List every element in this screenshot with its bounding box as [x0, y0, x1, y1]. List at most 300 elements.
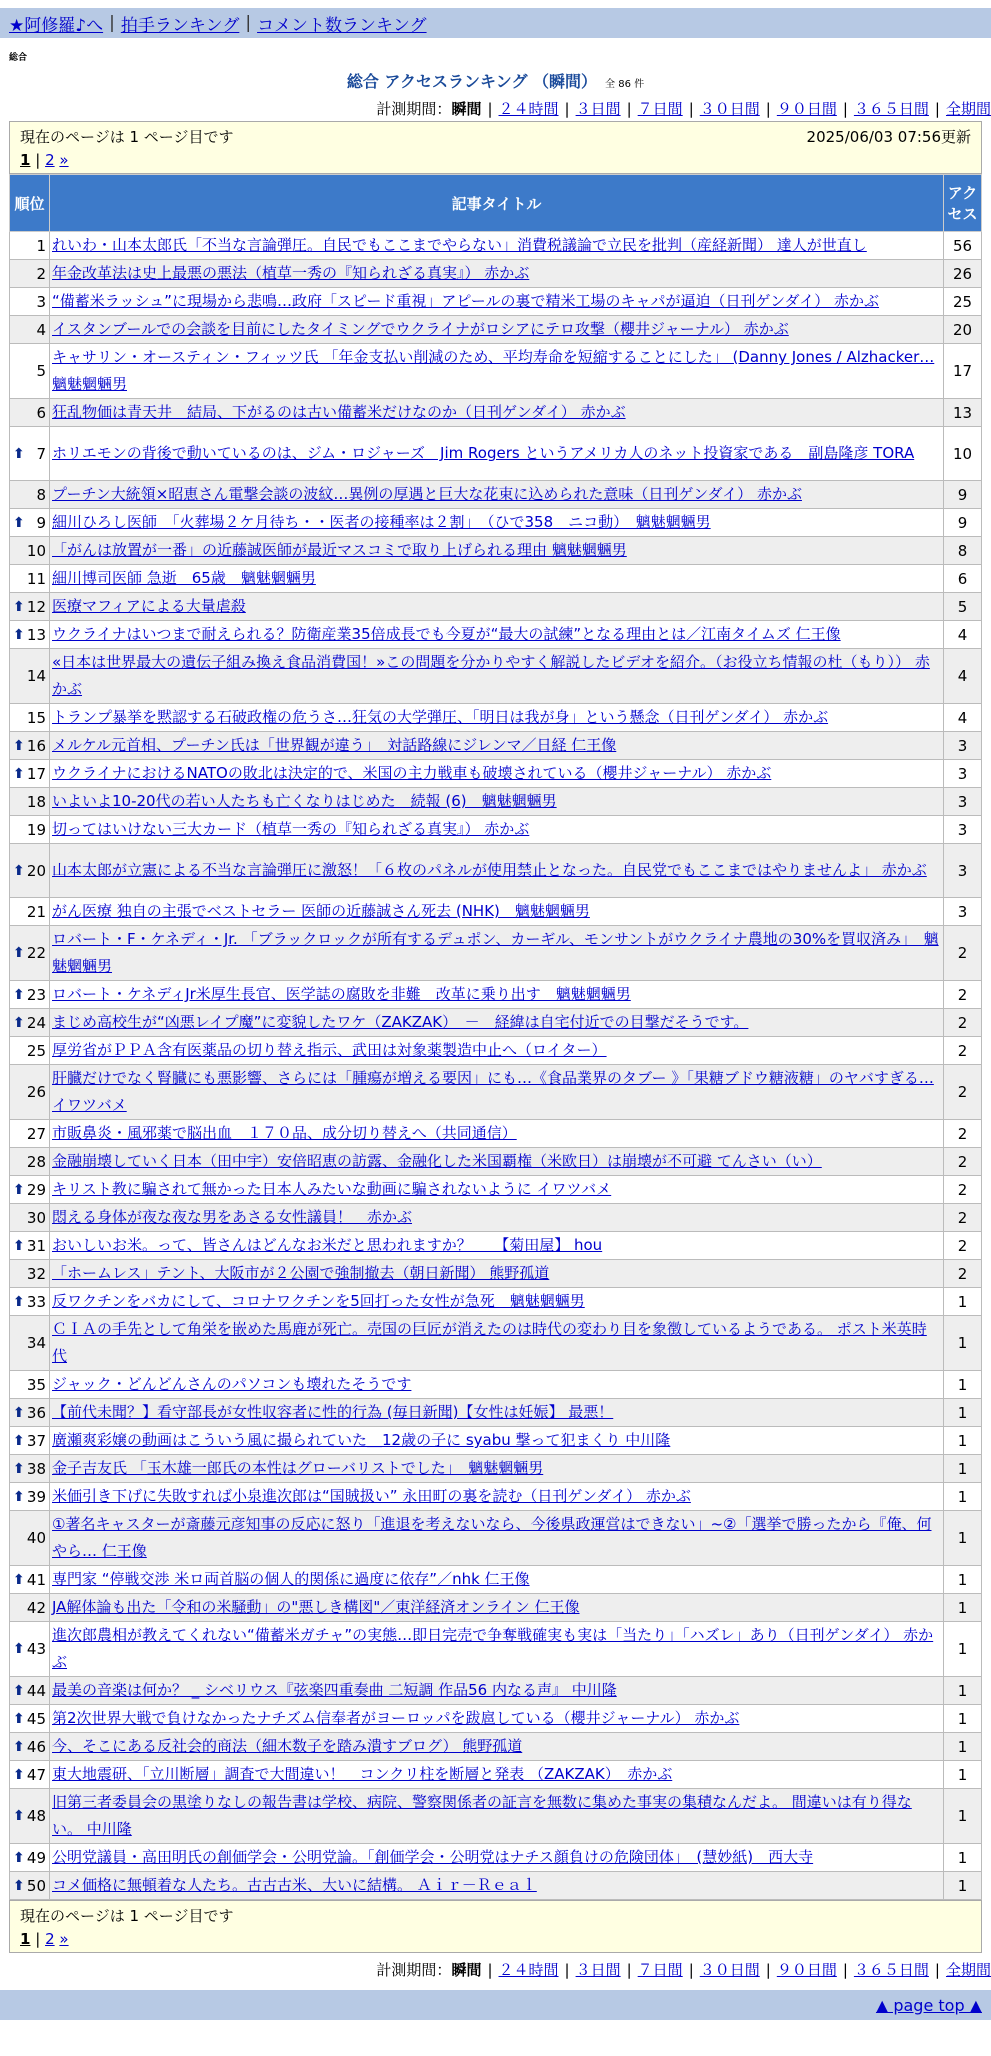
pager-top	[9, 121, 982, 174]
access-count: 20	[944, 316, 982, 344]
next-page-link[interactable]: »	[59, 151, 69, 169]
title-cell	[50, 1594, 944, 1622]
period-current: 瞬間	[451, 100, 482, 118]
article-link[interactable]: 金子吉友氏 「玉木雄一郎氏の本性はグローバリストでした」 魑魅魍魎男	[52, 1459, 544, 1477]
access-count: 2	[944, 1037, 982, 1065]
rank-number: 34	[26, 1334, 46, 1352]
rank-cell	[10, 1204, 50, 1232]
title-cell	[50, 1399, 944, 1427]
rank-cell	[10, 1844, 50, 1872]
page-current: 1	[20, 151, 31, 169]
article-link[interactable]: ウクライナにおけるNATOの敗北は決定的で、米国の主力戦車も破壊されている（櫻井ジャーナル） 赤かぶ	[52, 764, 772, 782]
up-arrow-icon: ⬆	[13, 1641, 25, 1657]
up-arrow-icon: ⬆	[13, 1766, 25, 1783]
rank-cell	[10, 1148, 50, 1176]
article-link[interactable]: ＣＩＡの手先として角栄を嵌めた馬鹿が死亡。売国の巨匠が消えたのは時代の変わり目を象徴しているようである。 ポスト米英時代	[52, 1320, 927, 1365]
table-row	[10, 565, 982, 593]
rank-cell	[10, 1511, 50, 1566]
access-count: 1	[944, 1705, 982, 1733]
period-separator: |	[842, 1961, 848, 1979]
period-separator: |	[487, 1961, 493, 1979]
up-arrow-icon: ⬆	[13, 1682, 25, 1699]
title-cell	[50, 704, 944, 732]
rank-number: 16	[26, 736, 46, 755]
title-cell	[50, 1037, 944, 1065]
page-2-link[interactable]: 2	[45, 1930, 55, 1948]
table-row	[10, 816, 982, 844]
up-arrow-icon: ⬆	[13, 445, 25, 462]
up-arrow-icon: ⬆	[13, 1877, 25, 1894]
title-cell	[50, 981, 944, 1009]
article-link[interactable]: 今、そこにある反社会的商法（細木数子を踏み潰すブログ） 熊野孤道	[52, 1737, 523, 1755]
rank-number: 5	[36, 362, 46, 380]
table-row	[10, 1204, 982, 1232]
access-count: 1	[944, 1761, 982, 1789]
rank-cell	[10, 844, 50, 898]
period-links	[481, 100, 991, 118]
article-link[interactable]: 公明党議員・高田明氏の創価学会・公明党論。「創価学会・公明党はナチス顔負けの危険団体」 (慧妙紙) 西大寺	[52, 1848, 814, 1866]
table-row	[10, 1232, 982, 1260]
period-separator: |	[688, 1961, 694, 1979]
title-cell	[50, 509, 944, 537]
article-link[interactable]: ロバート・F・ケネディ・Jr. 「ブラックロックが所有するデュポン、カーギル、モンサントがウクライナ農地の30%を買収済み」 魑魅魍魎男	[52, 930, 939, 975]
home-link[interactable]: ★阿修羅♪へ	[9, 15, 104, 36]
rank-cell	[10, 399, 50, 427]
pager-bottom	[9, 1900, 982, 1953]
access-count: 2	[944, 1176, 982, 1204]
period-link[interactable]: ２４時間	[498, 100, 559, 118]
title-cell	[50, 1483, 944, 1511]
rank-number: 7	[36, 444, 46, 463]
updated-time: 2025/06/03 07:56更新	[806, 128, 971, 146]
table-row	[10, 1037, 982, 1065]
rank-number: 9	[36, 513, 46, 532]
rank-number: 19	[26, 820, 46, 839]
article-link[interactable]: 細川博司医師 急逝 65歳 魑魅魍魎男	[52, 569, 316, 587]
title-cell	[50, 1677, 944, 1705]
rank-number: 35	[26, 1375, 46, 1394]
rank-number: 1	[36, 236, 46, 255]
title-cell	[50, 1427, 944, 1455]
title-cell	[50, 1844, 944, 1872]
title-cell	[50, 816, 944, 844]
up-arrow-icon: ⬆	[13, 986, 25, 1003]
rank-number: 15	[26, 708, 46, 727]
period-links	[481, 1961, 991, 1979]
period-link[interactable]: ３６５日間	[853, 1961, 929, 1979]
period-link[interactable]: 全期間	[945, 1961, 991, 1979]
access-count: 3	[944, 816, 982, 844]
rank-cell	[10, 481, 50, 509]
rank-cell	[10, 288, 50, 316]
period-current: 瞬間	[451, 1961, 482, 1979]
title-cell	[50, 1176, 944, 1204]
access-count: 2	[944, 1260, 982, 1288]
article-link[interactable]: ウクライナはいつまで耐えられる？防衛産業35倍成長でも今夏が“最大の試練”となる理由とは／江南タイムズ 仁王像	[52, 625, 841, 643]
rank-cell	[10, 1037, 50, 1065]
article-link[interactable]: 市販鼻炎・風邪薬で脳出血 １７０品、成分切り替えへ（共同通信）	[52, 1124, 517, 1142]
rank-cell	[10, 260, 50, 288]
rank-number: 28	[26, 1152, 46, 1171]
rank-number: 50	[26, 1876, 46, 1895]
rank-number: 20	[26, 861, 46, 880]
rank-number: 43	[26, 1640, 46, 1658]
rank-cell	[10, 593, 50, 621]
table-row	[10, 926, 982, 981]
title-cell	[50, 593, 944, 621]
table-row	[10, 509, 982, 537]
rank-number: 41	[26, 1570, 46, 1589]
rank-number: 26	[26, 1083, 46, 1101]
page-current: 1	[20, 1930, 31, 1948]
article-link[interactable]: «日本は世界最大の遺伝子組み換え食品消費国！»この問題を分かりやすく解説したビデオを紹介。（お役立ち情報の杜（もり）） 赤かぶ	[52, 653, 930, 698]
period-link[interactable]: ３０日間	[699, 1961, 760, 1979]
table-row	[10, 621, 982, 649]
rank-cell	[10, 732, 50, 760]
rank-number: 25	[26, 1041, 46, 1060]
period-separator: |	[626, 1961, 632, 1979]
period-link[interactable]: ９０日間	[776, 1961, 837, 1979]
access-count: 3	[944, 732, 982, 760]
period-link[interactable]: ２４時間	[498, 1961, 559, 1979]
period-selector-bottom	[0, 1959, 991, 1980]
rank-number: 46	[26, 1737, 46, 1756]
ranking-table	[9, 174, 982, 1900]
article-link[interactable]: いよいよ10-20代の若い人たちも亡くなりはじめた 続報 (6) 魑魅魍魎男	[52, 792, 557, 810]
access-count: 2	[944, 1065, 982, 1120]
access-count: 2	[944, 1120, 982, 1148]
article-link[interactable]: 旧第三者委員会の黒塗りなしの報告書は学校、病院、警察関係者の証言を無数に集めた事実の集積なんだよ。 間違いは有り得ない。 中川隆	[52, 1793, 912, 1838]
rank-cell	[10, 509, 50, 537]
access-count: 3	[944, 788, 982, 816]
article-link[interactable]: 東大地震研、「立川断層」調査で大間違い！ コンクリ柱を断層と発表 （ZAKZAK） 赤かぶ	[52, 1765, 673, 1783]
article-link[interactable]: 細川ひろし医師 「火葬場２ケ月待ち・・医者の接種率は２割」 （ひで358 ニコ動） 魑魅魍魎男	[52, 513, 711, 531]
rank-cell	[10, 1399, 50, 1427]
rank-number: 2	[36, 264, 46, 283]
article-link[interactable]: 進次郎農相が教えてくれない“備蓄米ガチャ”の実態…即日完売で争奪戦確実も実は「当たり」「ハズレ」あり（日刊ゲンダイ） 赤かぶ	[52, 1626, 934, 1671]
table-row	[10, 1009, 982, 1037]
category-label: 総合	[9, 53, 28, 63]
table-row	[10, 1872, 982, 1900]
article-link[interactable]: 切ってはいけない三大カード（植草一秀の『知られざる真実』） 赤かぶ	[52, 820, 530, 838]
title-cell	[50, 1065, 944, 1120]
up-arrow-icon: ⬆	[13, 1488, 25, 1505]
period-separator: |	[564, 1961, 570, 1979]
table-row	[10, 1844, 982, 1872]
access-count: 1	[944, 1427, 982, 1455]
article-link[interactable]: 悶える身体が夜な夜な男をあさる女性議員！ 赤かぶ	[52, 1208, 413, 1226]
article-link[interactable]: 金融崩壊していく日本（田中宇）安倍昭恵の訪露、金融化した米国覇権（米欧日）は崩壊が不可避 てんさい（い）	[52, 1152, 822, 1170]
rank-cell	[10, 898, 50, 926]
article-link[interactable]: コメ価格に無頓着な人たち。古古古米、大いに結構。 Ａｉｒ－Ｒｅａｌ	[52, 1876, 537, 1894]
article-link[interactable]: JA解体論も出た「令和の米騒動」の"悪しき構図"／東洋経済オンライン 仁王像	[52, 1598, 580, 1616]
period-link[interactable]: ３０日間	[699, 100, 760, 118]
access-count: 2	[944, 1009, 982, 1037]
period-separator: |	[765, 100, 771, 118]
article-link[interactable]: 米価引き下げに失敗すれば小泉進次郎は“国賊扱い” 永田町の裏を読む（日刊ゲンダイ） 赤かぶ	[52, 1487, 691, 1505]
rank-number: 48	[26, 1807, 46, 1825]
rank-number: 10	[26, 541, 46, 560]
rank-cell	[10, 788, 50, 816]
article-link[interactable]: 廣瀬爽彩嬢の動画はこういう風に撮られていた＿12歳の子に syabu 撃って犯まくり 中川隆	[52, 1431, 671, 1449]
rank-number: 13	[26, 625, 46, 644]
access-count: 1	[944, 1622, 982, 1677]
title-cell	[50, 1705, 944, 1733]
title-cell	[50, 1455, 944, 1483]
table-row	[10, 344, 982, 399]
article-link[interactable]: 狂乱物価は青天井 結局、下がるのは古い備蓄米だけなのか（日刊ゲンダイ） 赤かぶ	[52, 403, 626, 421]
rank-number: 38	[26, 1459, 46, 1478]
period-separator: |	[842, 100, 848, 118]
title-cell	[50, 427, 944, 481]
title-cell	[50, 1232, 944, 1260]
access-count: 4	[944, 621, 982, 649]
period-link[interactable]: ７日間	[637, 100, 683, 118]
period-link[interactable]: ９０日間	[776, 100, 837, 118]
article-link[interactable]: 【前代未聞？】看守部長が女性収容者に性的行為 (毎日新聞)【女性は妊娠】 最悪！	[52, 1403, 614, 1421]
article-link[interactable]: プーチン大統領×昭恵さん電撃会談の波紋…異例の厚遇と巨大な花束に込められた意味（日刊ゲンダイ） 赤かぶ	[52, 485, 802, 503]
title-cell	[50, 399, 944, 427]
title-cell	[50, 844, 944, 898]
table-row	[10, 1789, 982, 1844]
period-separator: |	[765, 1961, 771, 1979]
rank-number: 32	[26, 1264, 46, 1283]
access-count: 1	[944, 1371, 982, 1399]
page-2-link[interactable]: 2	[45, 151, 55, 169]
title-cell	[50, 537, 944, 565]
period-link[interactable]: ３日間	[575, 1961, 621, 1979]
rank-number: 11	[26, 569, 46, 588]
up-arrow-icon: ⬆	[13, 737, 25, 754]
page-title	[0, 69, 991, 92]
rank-cell	[10, 537, 50, 565]
article-link[interactable]: 厚労省がＰＰＡ含有医薬品の切り替え指示、武田は対象薬製造中止へ（ロイター）	[52, 1041, 607, 1059]
rank-cell	[10, 1288, 50, 1316]
page-status: 現在のページは 1 ページ目です	[20, 1907, 234, 1925]
access-count: 2	[944, 1232, 982, 1260]
period-link[interactable]: ３６５日間	[853, 100, 929, 118]
up-arrow-icon: ⬆	[13, 945, 25, 961]
period-link[interactable]: ３日間	[575, 100, 621, 118]
rank-number: 37	[26, 1431, 46, 1450]
nav-separator: |	[245, 13, 252, 33]
title-cell	[50, 288, 944, 316]
title-cell	[50, 1371, 944, 1399]
up-arrow-icon: ⬆	[13, 765, 25, 782]
rank-cell	[10, 1427, 50, 1455]
access-count: 5	[944, 593, 982, 621]
article-link[interactable]: トランプ暴挙を黙認する石破政権の危うさ…狂気の大学弾圧、「明日は我が身」という懸念（日刊ゲンダイ） 赤かぶ	[52, 708, 829, 726]
access-count: 8	[944, 537, 982, 565]
title-cell	[50, 1761, 944, 1789]
rank-number: 47	[26, 1765, 46, 1784]
table-row	[10, 316, 982, 344]
article-link[interactable]: おいしいお米。って、皆さんはどんなお米だと思われますか？ 【菊田屋】 hou	[52, 1236, 603, 1254]
period-link[interactable]: ７日間	[637, 1961, 683, 1979]
access-count: 1	[944, 1455, 982, 1483]
article-link[interactable]: まじめ高校生が“凶悪レイプ魔”に変貌したワケ（ZAKZAK） － 経緯は自宅付近での目撃だそうです。	[52, 1013, 749, 1031]
access-count: 1	[944, 1483, 982, 1511]
article-link[interactable]: ジャック・どんどんさんのパソコンも壊れたそうです	[52, 1375, 412, 1393]
rank-cell	[10, 981, 50, 1009]
article-link[interactable]: 山本太郎が立憲による不当な言論弾圧に激怒！「６枚のパネルが使用禁止となった。自民党でもここまではやりませんよ」 赤かぶ	[52, 861, 927, 879]
rank-cell	[10, 1761, 50, 1789]
rank-cell	[10, 1872, 50, 1900]
article-link[interactable]: 第2次世界大戦で負けなかったナチズム信奉者がヨーロッパを跋扈している（櫻井ジャーナル） 赤かぶ	[52, 1709, 740, 1727]
title-cell	[50, 1148, 944, 1176]
rank-number: 23	[26, 985, 46, 1004]
up-arrow-icon: ⬆	[13, 1738, 25, 1755]
table-row	[10, 1622, 982, 1677]
access-count: 1	[944, 1844, 982, 1872]
rank-number: 29	[26, 1180, 46, 1199]
up-arrow-icon: ⬆	[13, 514, 25, 531]
rank-cell	[10, 1232, 50, 1260]
title-cell	[50, 788, 944, 816]
table-row	[10, 399, 982, 427]
article-link[interactable]: れいわ・山本太郎氏「不当な言論弾圧。自民でもここまでやらない」消費税議論で立民を批判（産経新聞） 達人が世直し	[52, 236, 867, 254]
table-row	[10, 1427, 982, 1455]
table-row	[10, 1705, 982, 1733]
access-count: 1	[944, 1733, 982, 1761]
table-row	[10, 537, 982, 565]
up-arrow-icon: ⬆	[13, 1460, 25, 1477]
table-row	[10, 232, 982, 260]
rank-cell	[10, 1316, 50, 1371]
article-link[interactable]: 肝臓だけでなく腎臓にも悪影響、さらには「腫瘍が増える要因」にも…《食品業界のタブー 》「果糖ブドウ糖液糖」のヤバすぎる… イワツバメ	[52, 1069, 934, 1114]
access-count: 2	[944, 1148, 982, 1176]
rank-cell	[10, 1176, 50, 1204]
access-count: 3	[944, 844, 982, 898]
top-nav-bar	[0, 8, 991, 38]
rank-cell	[10, 1622, 50, 1677]
article-link[interactable]: キリスト教に騙されて無かった日本人みたいな動画に騙されないように イワツバメ	[52, 1180, 612, 1198]
rank-number: 30	[26, 1208, 46, 1227]
table-row	[10, 1148, 982, 1176]
rank-cell	[10, 427, 50, 481]
article-link[interactable]: 最美の音楽は何か？ _ シベリウス『弦楽四重奏曲 二短調 作品56 内なる声』 中川隆	[52, 1681, 617, 1699]
period-link[interactable]: 全期間	[945, 100, 991, 118]
page-top-link[interactable]: ▲ page top ▲	[875, 1995, 982, 2015]
rank-cell	[10, 1371, 50, 1399]
table-row	[10, 1120, 982, 1148]
article-link[interactable]: 年金改革法は史上最悪の悪法（植草一秀の『知られざる真実』） 赤かぶ	[52, 264, 530, 282]
table-row	[10, 481, 982, 509]
up-arrow-icon: ⬆	[13, 626, 25, 643]
article-link[interactable]: ①著名キャスターが斎藤元彦知事の反応に怒り「進退を考えないなら、今後県政運営はできない」~②「選挙で勝ったから『俺、何やら… 仁王像	[52, 1515, 932, 1560]
rank-number: 22	[26, 944, 46, 962]
page-separator: |	[35, 151, 41, 169]
ranking-rows	[10, 232, 982, 1900]
title-cell	[50, 1733, 944, 1761]
rank-cell	[10, 565, 50, 593]
period-separator: |	[934, 100, 940, 118]
rank-cell	[10, 1789, 50, 1844]
access-count: 1	[944, 1566, 982, 1594]
up-arrow-icon: ⬆	[13, 1808, 25, 1824]
access-count: 1	[944, 1872, 982, 1900]
article-link[interactable]: キャサリン・オースティン・フィッツ氏 「年金支払い削減のため、平均寿命を短縮することにした」 (Danny Jones / Alzhacker… 魑魅魍魎男	[52, 348, 935, 393]
access-count: 1	[944, 1511, 982, 1566]
article-link[interactable]: 医療マフィアによる大量虐殺	[52, 597, 246, 615]
article-link[interactable]: 「ホームレス」テント、大阪市が２公園で強制撤去（朝日新聞） 熊野孤道	[52, 1264, 550, 1282]
table-row	[10, 1483, 982, 1511]
article-link[interactable]: 専門家 “停戦交渉 米ロ両首脳の個人的関係に過度に依存”／nhk 仁王像	[52, 1570, 530, 1588]
next-page-link[interactable]: »	[59, 1930, 69, 1948]
rank-cell	[10, 344, 50, 399]
title-cell	[50, 621, 944, 649]
access-count: 1	[944, 1316, 982, 1371]
rank-cell	[10, 760, 50, 788]
comment-ranking-link[interactable]: コメント数ランキング	[257, 15, 427, 36]
nav-separator: |	[109, 13, 115, 33]
table-row	[10, 1455, 982, 1483]
title-cell	[50, 1789, 944, 1844]
rank-cell	[10, 704, 50, 732]
rank-cell	[10, 1009, 50, 1037]
rank-cell	[10, 816, 50, 844]
table-row	[10, 788, 982, 816]
page-separator: |	[35, 1930, 41, 1948]
title-cell	[50, 1622, 944, 1677]
period-separator: |	[564, 100, 570, 118]
access-count: 4	[944, 649, 982, 704]
ranking-title: 総合 アクセスランキング （瞬間）	[346, 72, 598, 91]
rank-number: 45	[26, 1709, 46, 1728]
rank-number: 39	[26, 1487, 46, 1506]
access-count: 1	[944, 1288, 982, 1316]
article-link[interactable]: 反ワクチンをバカにして、コロナワクチンを5回打った女性が急死 魑魅魍魎男	[52, 1292, 585, 1310]
title-cell	[50, 481, 944, 509]
rank-cell	[10, 1594, 50, 1622]
article-link[interactable]: ホリエモンの背後で動いているのは、ジム・ロジャーズ Jim Rogers というアメリカ人のネット投資家である 副島隆彦 TORA	[52, 444, 915, 462]
up-arrow-icon: ⬆	[13, 1404, 25, 1421]
article-link[interactable]: メルケル元首相、プーチン氏は「世界観が違う」 対話路線にジレンマ／日経 仁王像	[52, 736, 617, 754]
rank-cell	[10, 316, 50, 344]
article-link[interactable]: イスタンブールでの会談を目前にしたタイミングでウクライナがロシアにテロ攻撃（櫻井ジャーナル） 赤かぶ	[52, 320, 789, 338]
access-count: 26	[944, 260, 982, 288]
rank-number: 24	[26, 1013, 46, 1032]
period-separator: |	[487, 100, 493, 118]
table-row	[10, 1316, 982, 1371]
rank-cell	[10, 1260, 50, 1288]
clap-ranking-link[interactable]: 拍手ランキング	[120, 15, 240, 36]
access-count: 10	[944, 427, 982, 481]
rank-cell	[10, 1483, 50, 1511]
article-link[interactable]: 「がんは放置が一番」の近藤誠医師が最近マスコミで取り上げられる理由 魑魅魍魎男	[52, 541, 627, 559]
page-status: 現在のページは 1 ページ目です	[20, 128, 234, 146]
access-count: 17	[944, 344, 982, 399]
rank-number: 4	[36, 320, 46, 339]
title-cell	[50, 760, 944, 788]
access-count: 4	[944, 704, 982, 732]
access-count: 25	[944, 288, 982, 316]
period-label: 計測期間：	[376, 1961, 452, 1979]
access-count: 1	[944, 1399, 982, 1427]
up-arrow-icon: ⬆	[13, 1237, 25, 1254]
article-link[interactable]: ロバート・ケネディJr米厚生長官、医学誌の腐敗を非難 改革に乗り出す 魑魅魍魎男	[52, 985, 631, 1003]
title-cell	[50, 1566, 944, 1594]
footer-bar	[0, 1990, 991, 2020]
rank-number: 31	[26, 1236, 46, 1255]
title-cell	[50, 1288, 944, 1316]
table-row	[10, 1371, 982, 1399]
title-cell	[50, 898, 944, 926]
article-link[interactable]: “備蓄米ラッシュ”に現場から悲鳴…政府「スピード重視」アピールの裏で精米工場のキャパが逼迫（日刊ゲンダイ） 赤かぶ	[52, 292, 880, 310]
article-link[interactable]: がん医療 独自の主張でベストセラー 医師の近藤誠さん死去 (NHK) 魑魅魍魎男	[52, 902, 590, 920]
rank-number: 33	[26, 1292, 46, 1311]
table-row	[10, 1260, 982, 1288]
